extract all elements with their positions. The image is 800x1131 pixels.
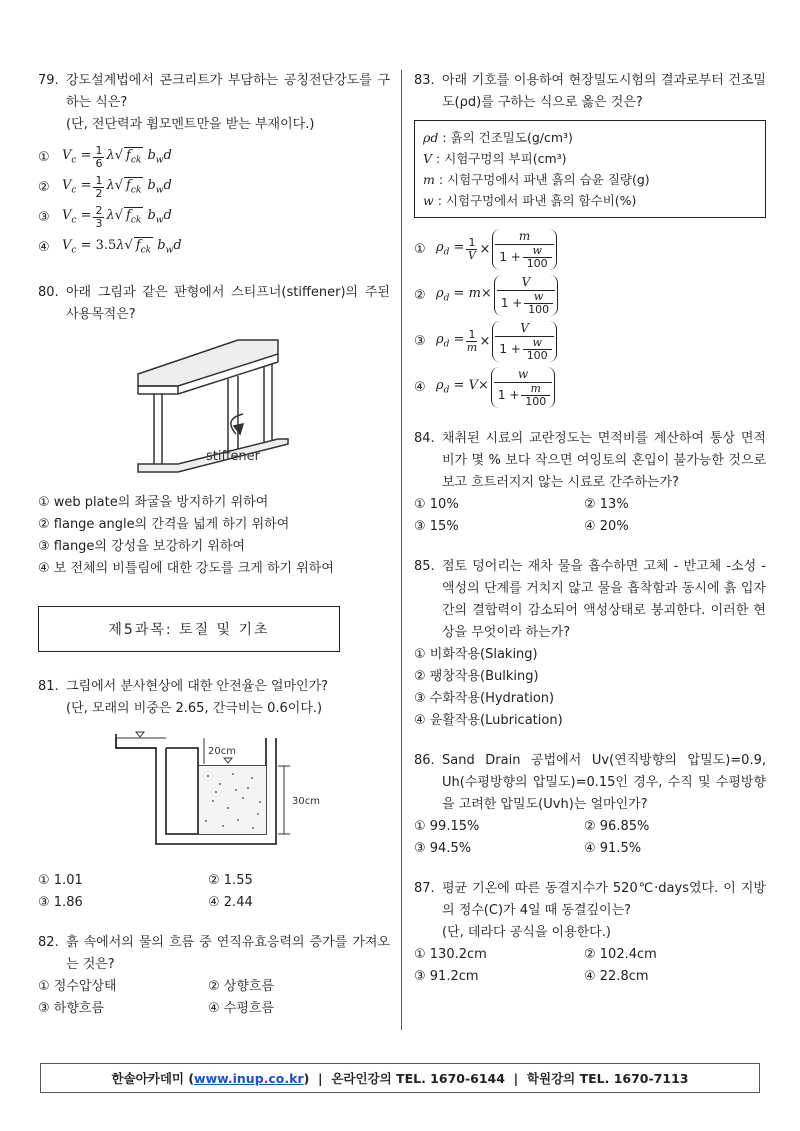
question-text: 강도설계법에서 콘크리트가 부담하는 공칭전단강도를 구하는 식은? [66, 73, 390, 110]
question-87: 87. 평균 기온에 따른 동결지수가 520℃·days였다. 이 지방의 정수(C)가 4일 때 동결깊이는? (단, 데라다 공식을 이용한다.) [414, 881, 766, 940]
option-79-1[interactable]: ① $V_c$ = $\frac{1}{6}$ λ√ $f_{ck}$ $b_wd$ [38, 143, 172, 170]
left-column [38, 70, 390, 1020]
option-85-3[interactable]: ③ 수화작용(Hydration) [414, 691, 555, 706]
option-80-1[interactable]: ① web plate의 좌굴을 방지하기 위하여 [38, 495, 269, 510]
label-20cm: 20cm [208, 746, 236, 757]
option-83-4[interactable]: ④ $\rho_d = V\times$ w 1 + $\frac{m}{100}$ [414, 364, 766, 410]
option-81-3[interactable]: ③ 1.86 [38, 895, 83, 910]
option-82-4[interactable]: ④ 수평흐름 [208, 1001, 275, 1016]
option-86-1[interactable]: ① 99.15% [414, 819, 480, 834]
option-85-2[interactable]: ② 팽창작용(Bulking) [414, 669, 539, 684]
option-84-4[interactable]: ④ 20% [584, 519, 629, 534]
option-84-2[interactable]: ② 13% [584, 497, 629, 512]
question-number: 79. [38, 73, 59, 88]
option-86-2[interactable]: ② 96.85% [584, 819, 650, 834]
column-divider [401, 70, 402, 1030]
question-86: 86. Sand Drain 공법에서 Uv(연직방향의 압밀도)=0.9, Uh(수평방향의 압밀도)=0.15인 경우, 수직 및 수평방향을 고려한 압밀도(Uvh)는 얼마인가? [414, 753, 766, 812]
option-82-1[interactable]: ① 정수압상태 [38, 979, 117, 994]
question-82: 82. 흙 속에서의 물의 흐름 중 연직유효응력의 증가를 가져오는 것은? [38, 935, 390, 972]
option-80-4[interactable]: ④ 보 전체의 비틀림에 대한 강도를 크게 하기 위하여 [38, 561, 334, 576]
section-title: 제5과목: 토질 및 기초 [38, 606, 340, 652]
stiffener-figure [38, 334, 390, 484]
option-84-1[interactable]: ① 10% [414, 497, 459, 512]
option-85-4[interactable]: ④ 윤활작용(Lubrication) [414, 713, 563, 728]
option-87-1[interactable]: ① 130.2cm [414, 947, 487, 962]
question-79 [38, 70, 390, 136]
option-85-1[interactable]: ① 비화작용(Slaking) [414, 647, 538, 662]
option-87-2[interactable]: ② 102.4cm [584, 947, 657, 962]
option-79-2[interactable]: ② $V_c$ = $\frac{1}{2}$ λ√ $f_{ck}$ $b_wd$ [38, 173, 172, 200]
symbol-legend: ρd : 흙의 건조밀도(g/cm³) V : 시험구멍의 부피(cm³) m : 시험구멍에서 파낸 흙의 습윤 질량(g) w : 시험구멍에서 파낸 흙의 함수비(%) [414, 120, 766, 218]
footer-bar: 한솔아카데미 ( www.inup.co.kr ) | 온라인강의 TEL. 1670-6144 | 학원강의 TEL. 1670-7113 [40, 1063, 760, 1093]
question-84: 84. 채취된 시료의 교란정도는 면적비를 계산하여 통상 면적비가 몇 % 보다 작으면 여잉토의 혼입이 불가능한 것으로 보고 흐트러지지 않는 시료로 간주하는가? [414, 431, 766, 490]
option-84-3[interactable]: ③ 15% [414, 519, 459, 534]
option-86-4[interactable]: ④ 91.5% [584, 841, 642, 856]
question-85: 85. 점토 덩어리는 재차 물을 흡수하면 고체 - 반고체 -소성 - 액성의 단계를 거치지 않고 물을 흡착함과 동시에 흙 입자 간의 결합력이 감소되어 액성상태로 붕괴한다. 이러한 현상을 무엇이라 하는가? [414, 559, 766, 640]
option-83-2[interactable]: ② $\rho_d = m\times$ V 1 + $\frac{w}{100}$ [414, 272, 766, 318]
option-87-4[interactable]: ④ 22.8cm [584, 969, 649, 984]
option-81-2[interactable]: ② 1.55 [208, 873, 253, 888]
question-81: 81. 그림에서 분사현상에 대한 안전율은 얼마인가? (단, 모래의 비중은 2.65, 간극비는 0.6이다.) [38, 679, 329, 716]
label-30cm: 30cm [292, 796, 320, 807]
option-87-3[interactable]: ③ 91.2cm [414, 969, 479, 984]
academy-link[interactable]: www.inup.co.kr [194, 1070, 304, 1086]
option-79-4[interactable]: ④ $V_c = 3.5\lambda√$ $f_{ck}$ $b_wd$ [38, 238, 182, 256]
option-82-3[interactable]: ③ 하향흐름 [38, 1001, 105, 1016]
option-83-1[interactable]: ① $\rho_d$ = $\frac{1}{V}$ × m 1 + $\frac{w}{100}$ [414, 226, 766, 272]
question-80: 80. 아래 그림과 같은 판형에서 스티프너(stiffener)의 주된 사용목적은? [38, 285, 390, 322]
option-81-1[interactable]: ① 1.01 [38, 873, 83, 888]
option-80-2[interactable]: ② flange angle의 간격을 넓게 하기 위하여 [38, 517, 290, 532]
question-83: 83. 아래 기호를 이용하여 현장밀도시험의 결과로부터 건조밀도(ρd)를 구하는 식으로 옳은 것은? [414, 73, 766, 110]
option-81-4[interactable]: ④ 2.44 [208, 895, 253, 910]
stiffener-label: stiffener [206, 449, 261, 464]
seepage-figure [38, 726, 390, 864]
option-80-3[interactable]: ③ flange의 강성을 보강하기 위하여 [38, 539, 245, 554]
option-79-3[interactable]: ③ $V_c$ = $\frac{2}{3}$ λ√ $f_{ck}$ $b_wd$ [38, 203, 172, 230]
question-note: (단, 전단력과 휨모멘트만을 받는 부재이다.) [66, 117, 315, 132]
option-86-3[interactable]: ③ 94.5% [414, 841, 472, 856]
option-82-2[interactable]: ② 상향흐름 [208, 979, 275, 994]
option-83-3[interactable]: ③ $\rho_d$ = $\frac{1}{m}$ × V 1 + $\frac{w}{100}$ [414, 318, 766, 364]
right-column [414, 70, 766, 988]
